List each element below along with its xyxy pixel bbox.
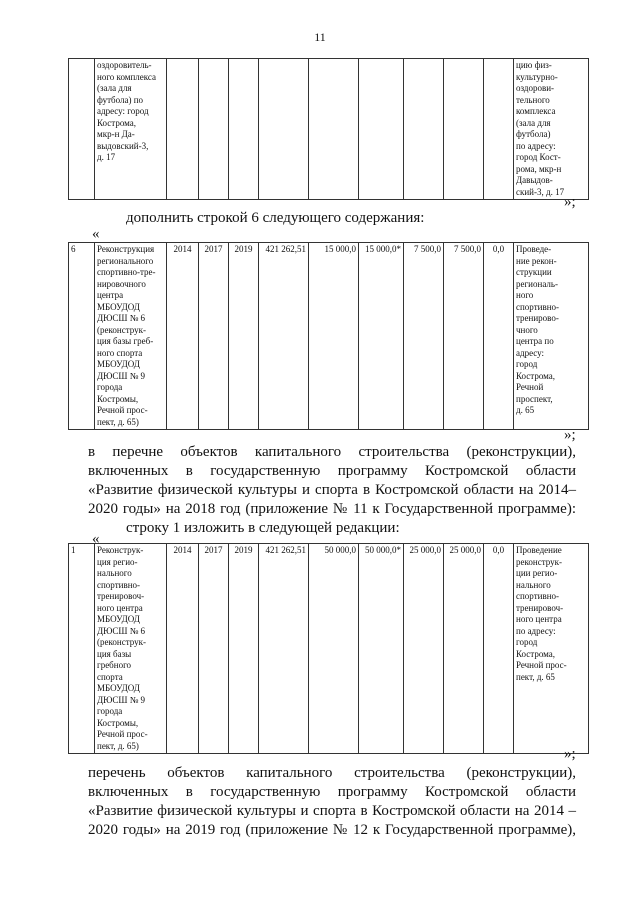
table-cell [444, 59, 484, 200]
table-cell [199, 59, 229, 200]
paragraph-line: «Развитие физической культуры и спорта в Костромской области на 2014– [88, 482, 576, 498]
table-cell [167, 59, 199, 200]
table-cell [359, 59, 404, 200]
paragraph-line: перечень объектов капитального строительства (реконструкции), [88, 765, 576, 781]
table-cell-object-name: Реконструк- ция регио- нального спортивно- тренировоч- ного центра МБОУДОД ДЮСШ № 6 (реконструк- ция базы гребного спорта МБОУДОД ДЮСШ № 9 города Костромы, Речной прос- пект, д. 65) [95, 544, 167, 754]
open-quote: « [92, 531, 100, 547]
table-cell-regional: 7 500,0 [404, 243, 444, 430]
paragraph-line: включенных в государственную программу Костромской области [88, 463, 576, 479]
table-cell [404, 59, 444, 200]
table-cell-description: Проведе- ние рекон- струкции региональ- ного спортивно- тренирово- чного центра по адресу: город Кострома, Речной проспект, д. 65 [514, 243, 589, 430]
paragraph-line: «Развитие физической культуры и спорта в Костромской области на 2014 – [88, 803, 576, 819]
table-cell-object-name: оздоровитель- ного комплекса (зала для футбола) по адресу: город Кострома, мкр-н Да- выдовский-3, д. 17 [95, 59, 167, 200]
table-cell-other: 0,0 [484, 544, 514, 754]
paragraph-line: в перечне объектов капитального строительства (реконструкции), [88, 444, 576, 460]
table-cell [229, 59, 259, 200]
table-cell-start-year: 2014 [167, 544, 199, 754]
table-cell-cost: 421 262,51 [259, 544, 309, 754]
close-quote: »; [564, 427, 576, 443]
open-quote: « [92, 226, 100, 242]
table-cell-end-year: 2017 [199, 544, 229, 754]
paragraph-line: 2020 годы» на 2018 год (приложение № 11 к Государственной программе): [88, 501, 576, 517]
table-cell-year: 2019 [229, 243, 259, 430]
table-cell-other: 0,0 [484, 243, 514, 430]
table-cell [309, 59, 359, 200]
table-cell-year: 2019 [229, 544, 259, 754]
table-cell-municipal: 7 500,0 [444, 243, 484, 430]
instruction-text: дополнить строкой 6 следующего содержания: [126, 210, 425, 226]
table-cell-description: цию физ- культурно- оздорови- тельного комплекса (зала для футбола) по адресу: город Кост- рома, мкр-н Давыдов- ский-3, д. 17 [514, 59, 589, 200]
table-cell-description: Проведение реконструк- ции регио- нального спортивно- тренировоч- ного центра по адресу: город Кострома, Речной прос- пект, д. 65 [514, 544, 589, 754]
table-cell-municipal: 25 000,0 [444, 544, 484, 754]
table-fragment-top [68, 58, 589, 200]
table-cell-total: 15 000,0 [309, 243, 359, 430]
close-quote: »; [564, 746, 576, 762]
table-cell [484, 59, 514, 200]
table-cell-object-name: Реконструкция регионального спортивно-тре- нировочного центра МБОУДОД ДЮСШ № 6 (реконструк- ция базы греб- ного спорта МБОУДОД ДЮСШ № 9 города Костромы, Речной прос- пект, д. 65) [95, 243, 167, 430]
table-row-6 [68, 242, 589, 430]
table-row-1 [68, 543, 589, 754]
table-cell-total: 50 000,0 [309, 544, 359, 754]
table-cell-regional: 25 000,0 [404, 544, 444, 754]
table-cell-start-year: 2014 [167, 243, 199, 430]
table-cell-federal: 15 000,0* [359, 243, 404, 430]
table-cell [259, 59, 309, 200]
table-cell-federal: 50 000,0* [359, 544, 404, 754]
paragraph-line: 2020 годы» на 2019 год (приложение № 12 к Государственной программе), [88, 822, 576, 838]
table-cell [69, 59, 95, 200]
page-number: 11 [314, 30, 326, 44]
close-quote: »; [564, 194, 576, 210]
instruction-text: строку 1 изложить в следующей редакции: [126, 520, 400, 536]
table-cell-cost: 421 262,51 [259, 243, 309, 430]
table-cell-end-year: 2017 [199, 243, 229, 430]
table-cell-num: 6 [69, 243, 95, 430]
table-cell-num: 1 [69, 544, 95, 754]
paragraph-line: включенных в государственную программу Костромской области [88, 784, 576, 800]
